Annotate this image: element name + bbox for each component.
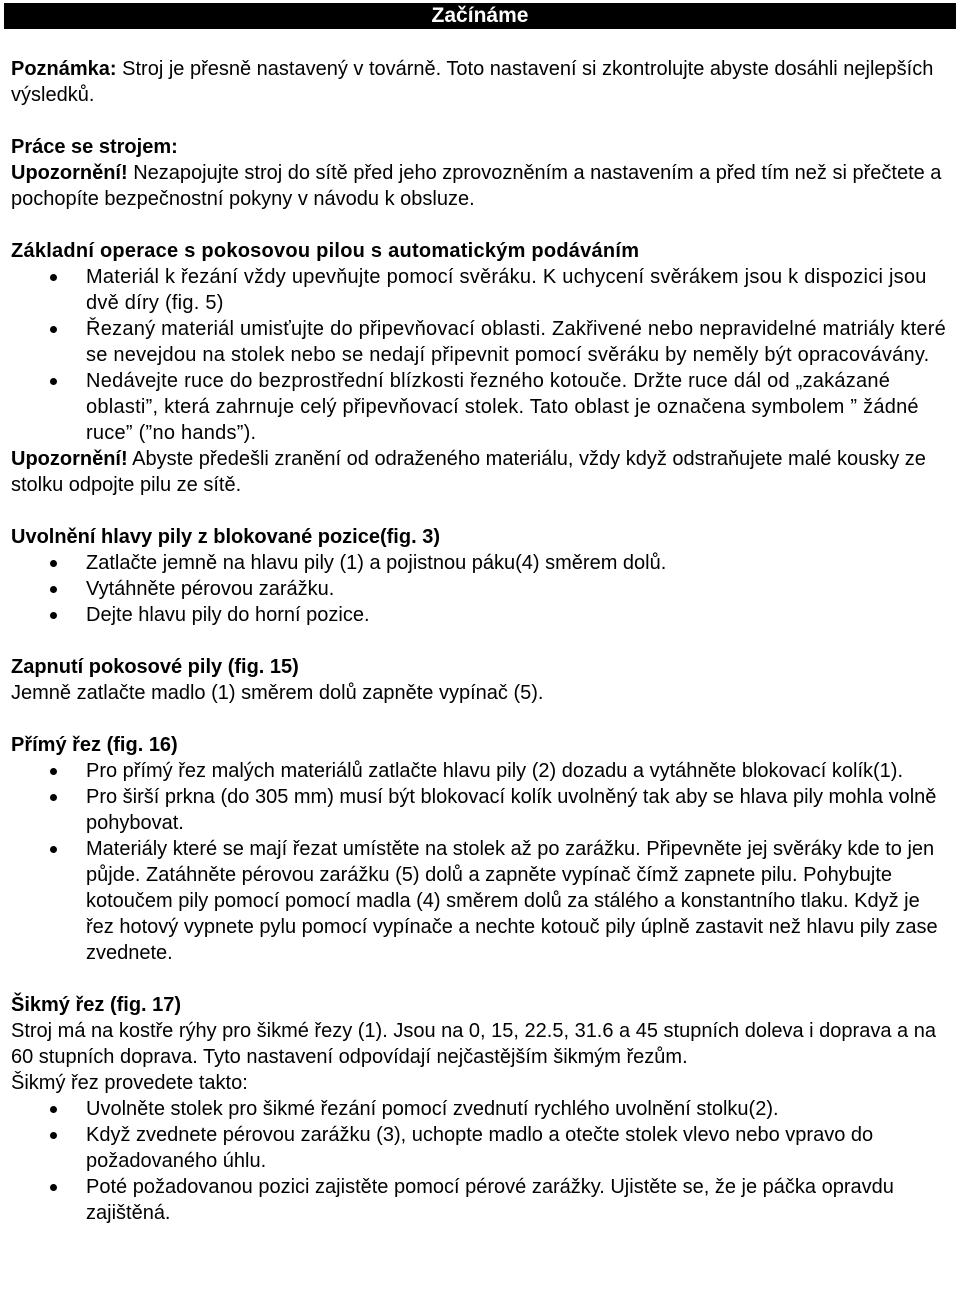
spacer — [11, 498, 951, 524]
list-item-text: Řezaný materiál umisťujte do připevňovací oblasti. Zakřivené nebo nepravidelné matriály které se nevejdou na stolek nebo se nedají připevnit pomocí svěráku by neměly být opracovávány. — [86, 318, 947, 366]
document-body — [11, 56, 951, 1226]
bullet-icon — [50, 768, 57, 775]
work-heading: Práce se strojem: — [11, 136, 178, 158]
list-item-text: Pro přímý řez malých materiálů zatlačte hlavu pily (2) dozadu a vytáhněte blokovací kolík(1). — [86, 760, 904, 782]
bullet-icon — [50, 1106, 57, 1113]
list-item-text: Materiály které se mají řezat umístěte na stolek až po zarážku. Připevněte jej svěráky kde to jen půjde. Zatáhněte pérovou zarážku (5) dolů a zapněte vypínač čímž zapnete pilu. Pohybujte kotoučem pily pomocí pomocí madla (4) směrem dolů za stálého a konstantního tlaku. Když je řez hotový vypnete pylu pomocí vypínače a nechte kotouč pily úplně zastavit než hlavu pily zase zvednete. — [86, 838, 938, 964]
list-item — [11, 316, 951, 368]
list-item-text: Dejte hlavu pily do horní pozice. — [86, 604, 370, 626]
list-item — [11, 550, 951, 576]
spacer — [11, 706, 951, 732]
straight-heading: Přímý řez (fig. 16) — [11, 734, 178, 756]
list-item-text: Vytáhněte pérovou zarážku. — [86, 578, 335, 600]
bullet-icon — [50, 794, 57, 801]
bevel-list — [11, 1096, 951, 1226]
spacer — [11, 108, 951, 134]
bullet-icon — [50, 612, 57, 619]
bullet-icon — [50, 560, 57, 567]
list-item-text: Zatlačte jemně na hlavu pily (1) a pojistnou páku(4) směrem dolů. — [86, 552, 667, 574]
work-warning-label: Upozornění! — [11, 162, 128, 184]
list-item-text: Poté požadovanou pozici zajistěte pomocí pérové zarážky. Ujistěte se, že je páčka opravdu zajištěná. — [86, 1176, 894, 1224]
list-item — [11, 1096, 951, 1122]
spacer — [11, 966, 951, 992]
list-item — [11, 758, 951, 784]
basic-list — [11, 264, 951, 446]
note-paragraph — [11, 56, 951, 108]
basic-warning-text: Abyste předešli zranění od odraženého materiálu, vždy když odstraňujete malé kousky ze stolku odpojte pilu ze sítě. — [11, 448, 926, 496]
list-item-text: Materiál k řezání vždy upevňujte pomocí svěráku. K uchycení svěrákem jsou k dispozici jsou dvě díry (fig. 5) — [86, 266, 927, 314]
basic-warning-paragraph — [11, 446, 951, 498]
bevel-intro: Šikmý řez provedete takto: — [11, 1072, 248, 1094]
page-title: Začínáme — [431, 4, 529, 27]
bullet-icon — [50, 586, 57, 593]
list-item-text: Pro širší prkna (do 305 mm) musí být blokovací kolík uvolněný tak aby se hlava pily mohla volně pohybovat. — [86, 786, 937, 834]
list-item — [11, 836, 951, 966]
note-label: Poznámka: — [11, 58, 117, 80]
work-warning-paragraph — [11, 160, 951, 212]
bullet-icon — [50, 378, 57, 385]
bevel-heading: Šikmý řez (fig. 17) — [11, 994, 182, 1016]
release-heading: Uvolnění hlavy pily z blokované pozice(fig. 3) — [11, 526, 440, 548]
bevel-text: Stroj má na kostře rýhy pro šikmé řezy (1). Jsou na 0, 15, 22.5, 31.6 a 45 stupních doleva i doprava a na 60 stupních doprava. Tyto nastavení odpovídají nejčastějším šikmým řezům. — [11, 1020, 936, 1068]
power-heading: Zapnutí pokosové pily (fig. 15) — [11, 656, 299, 678]
bullet-icon — [50, 1132, 57, 1139]
list-item-text: Uvolněte stolek pro šikmé řezání pomocí zvednutí rychlého uvolnění stolku(2). — [86, 1098, 779, 1120]
spacer — [11, 628, 951, 654]
list-item — [11, 264, 951, 316]
list-item — [11, 602, 951, 628]
list-item — [11, 576, 951, 602]
spacer — [11, 212, 951, 238]
list-item-text: Když zvednete pérovou zarážku (3), uchopte madlo a otečte stolek vlevo nebo vpravo do požadovaného úhlu. — [86, 1124, 874, 1172]
power-text: Jemně zatlačte madlo (1) směrem dolů zapněte vypínač (5). — [11, 682, 544, 704]
bullet-icon — [50, 846, 57, 853]
basic-warning-label: Upozornění! — [11, 448, 128, 470]
work-warning-text: Nezapojujte stroj do sítě před jeho zprovozněním a nastavením a před tím než si přečtete a pochopíte bezpečnostní pokyny v návodu k obsluze. — [11, 162, 942, 210]
basic-heading: Základní operace s pokosovou pilou s automatickým podáváním — [11, 240, 640, 262]
note-text: Stroj je přesně nastavený v továrně. Toto nastavení si zkontrolujte abyste dosáhli nejlepších výsledků. — [11, 58, 934, 106]
list-item — [11, 368, 951, 446]
list-item — [11, 784, 951, 836]
straight-list — [11, 758, 951, 966]
bullet-icon — [50, 1184, 57, 1191]
section-header-bar — [4, 3, 956, 29]
list-item — [11, 1174, 951, 1226]
list-item — [11, 1122, 951, 1174]
bullet-icon — [50, 326, 57, 333]
list-item-text: Nedávejte ruce do bezprostřední blízkosti řezného kotouče. Držte ruce dál od „zakázané oblasti”, která zahrnuje celý připevňovací stolek. Tato oblast je označena symbolem ” žádné ruce” (”no hands”). — [86, 370, 919, 444]
release-list — [11, 550, 951, 628]
bullet-icon — [50, 274, 57, 281]
